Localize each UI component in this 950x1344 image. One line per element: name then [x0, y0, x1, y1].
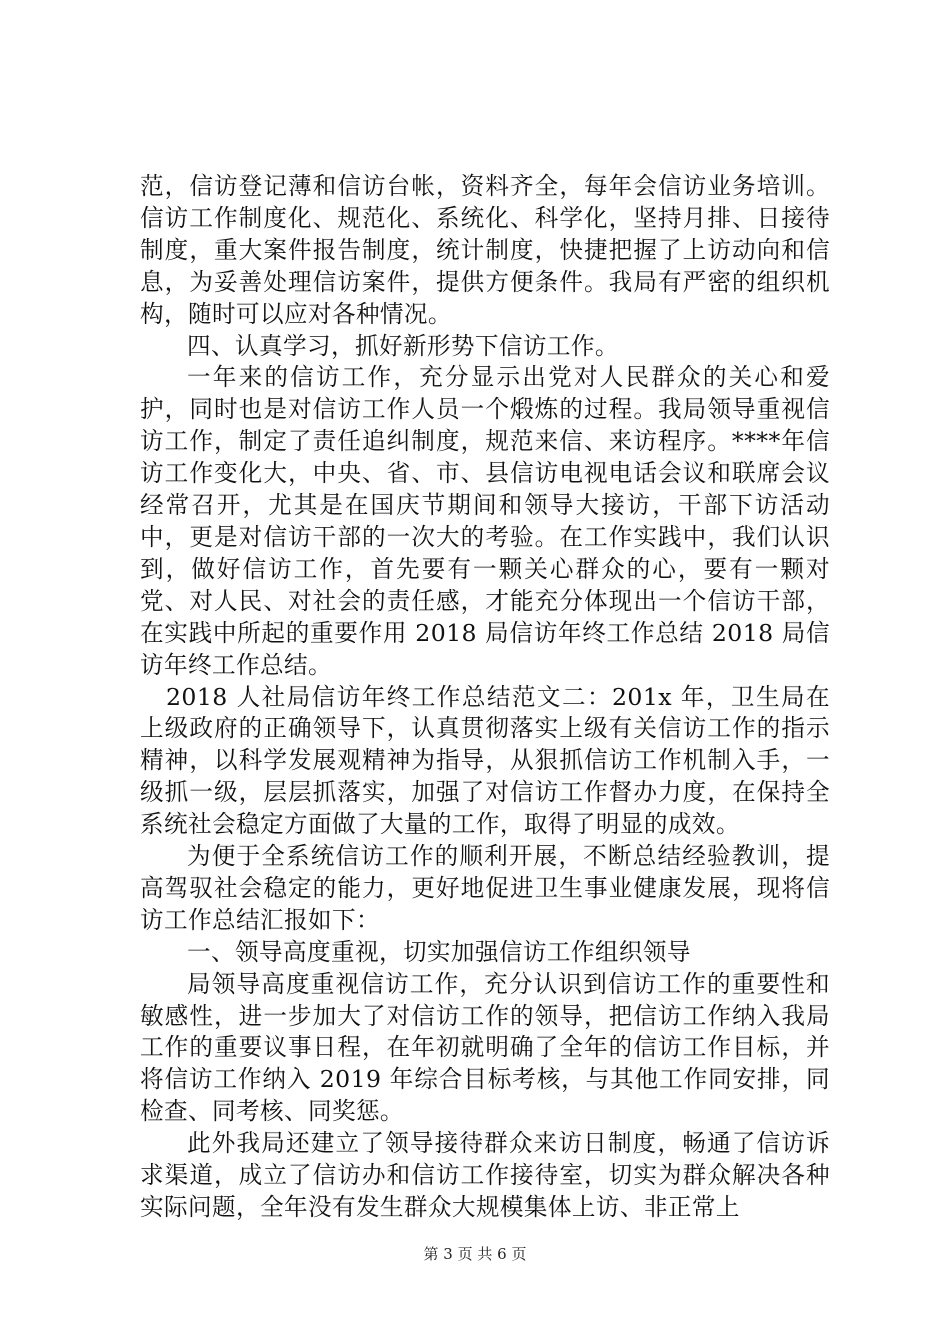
section-heading-one: 一、领导高度重视，切实加强信访工作组织领导: [187, 937, 691, 966]
section-heading-four: 四、认真学习，抓好新形势下信访工作。: [187, 331, 619, 360]
document-body: [140, 171, 830, 1224]
paragraph-purpose: 为便于全系统信访工作的顺利开展，不断总结经验教训，提高驾驭社会稳定的能力，更好地促进卫生事业健康发展，现将信访工作总结汇报如下：: [140, 842, 830, 934]
paragraph-sample-two-intro: 2018 人社局信访年终工作总结范文二：201x 年，卫生局在上级政府的正确领导下，认真贯彻落实上级有关信访工作的指示精神，以科学发展观精神为指导，从狠抓信访工作机制入手，一级抓一级，层层抓落实，加强了对信访工作督办力度，在保持全系统社会稳定方面做了大量的工作，取得了明显的成效。: [140, 682, 830, 839]
paragraph-continuation: 范，信访登记薄和信访台帐，资料齐全，每年会信访业务培训。信访工作制度化、规范化、系统化、科学化，坚持月排、日接待制度，重大案件报告制度，统计制度，快捷把握了上访动向和信息，为妥善处理信访案件，提供方便条件。我局有严密的组织机构，随时可以应对各种情况。: [140, 172, 830, 328]
paragraph-year-review: 一年来的信访工作，充分显示出党对人民群众的关心和爱护，同时也是对信访工作人员一个煅炼的过程。我局领导重视信访工作，制定了责任追纠制度，规范来信、来访程序。****年信访工作变化大，中央、省、市、县信访电视电话会议和联席会议经常召开，尤其是在国庆节期间和领导大接访，干部下访活动中，更是对信访干部的一次大的考验。在工作实践中，我们认识到，做好信访工作，首先要有一颗关心群众的心，要有一颗对党、对人民、对社会的责任感，才能充分体现出一个信访干部，在实践中所起的重要作用 2018 局信访年终工作总结 2018 局信访年终工作总结。: [140, 363, 830, 679]
paragraph-reception-system: 此外我局还建立了领导接待群众来访日制度，畅通了信访诉求渠道，成立了信访办和信访工作接待室，切实为群众解决各种实际问题，全年没有发生群众大规模集体上访、非正常上: [140, 1129, 830, 1221]
page-number-footer: 第 3 页 共 6 页: [423, 1245, 527, 1263]
paragraph-leadership: 局领导高度重视信访工作，充分认识到信访工作的重要性和敏感性，进一步加大了对信访工作的领导，把信访工作纳入我局工作的重要议事日程，在年初就明确了全年的信访工作目标，并将信访工作纳入 2019 年综合目标考核，与其他工作同安排，同检查、同考核、同奖惩。: [140, 969, 830, 1126]
